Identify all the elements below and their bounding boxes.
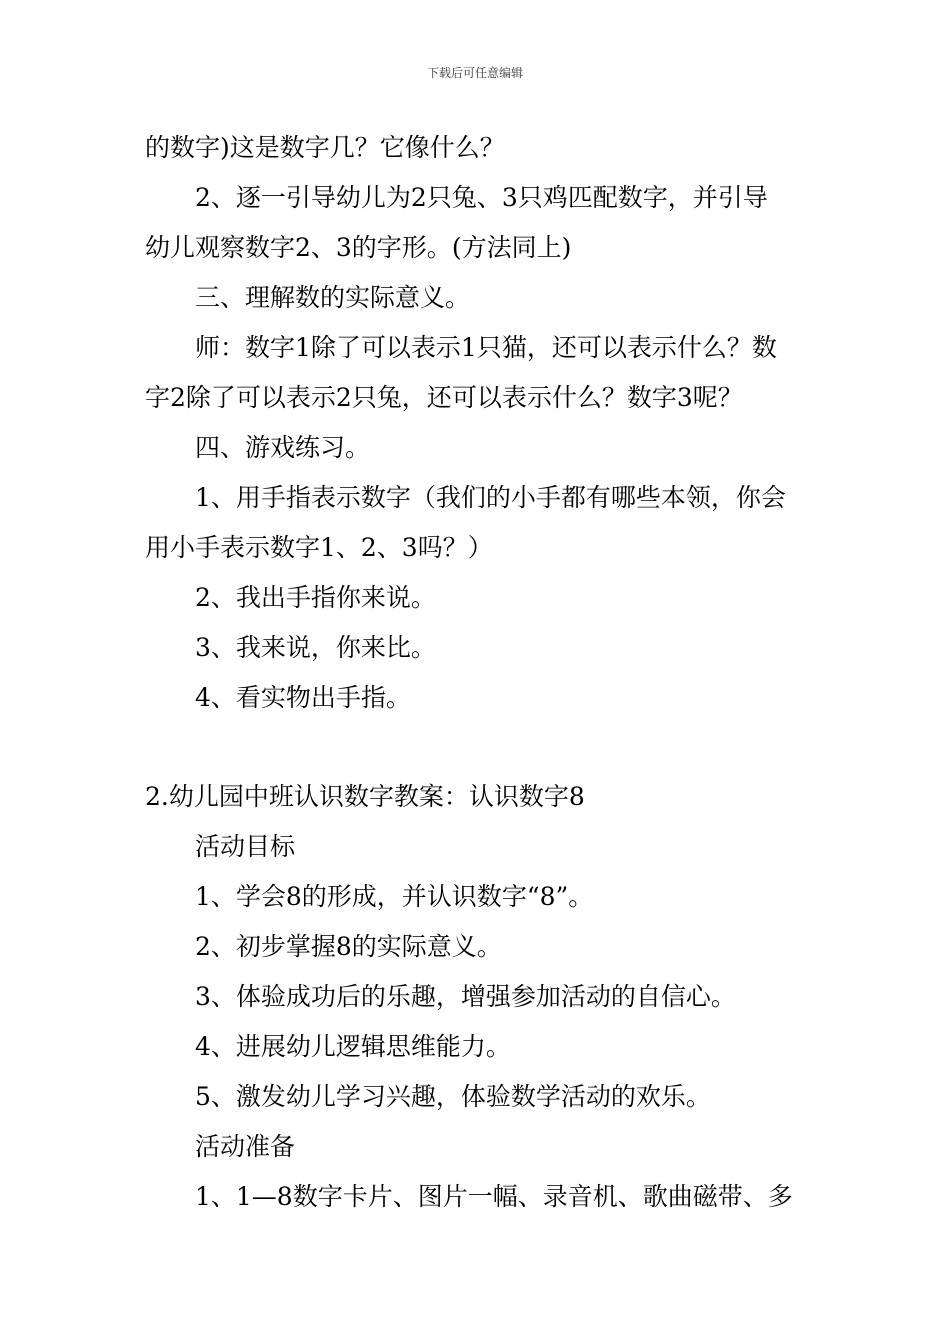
list-item: 1、1—8数字卡片、图片一幅、录音机、歌曲磁带、多 bbox=[195, 1182, 793, 1211]
list-item: 4、进展幼儿逻辑思维能力。 bbox=[195, 1032, 511, 1061]
text-line: 师：数字1除了可以表示1只猫，还可以表示什么？数 bbox=[195, 333, 777, 362]
section-heading: 四、游戏练习。 bbox=[195, 433, 371, 462]
section-heading: 活动目标 bbox=[195, 832, 296, 861]
section-heading: 活动准备 bbox=[195, 1132, 296, 1161]
text-line: 用小手表示数字1、2、3吗？） bbox=[145, 533, 493, 562]
list-item: 5、激发幼儿学习兴趣，体验数学活动的欢乐。 bbox=[195, 1082, 711, 1111]
page-header: 下载后可任意编辑 bbox=[426, 66, 523, 80]
list-item: 3、体验成功后的乐趣，增强参加活动的自信心。 bbox=[195, 982, 736, 1011]
text-line: 幼儿观察数字2、3的字形。(方法同上) bbox=[145, 233, 572, 262]
text-line: 2、逐一引导幼儿为2只兔、3只鸡匹配数字，并引导 bbox=[195, 183, 768, 212]
list-item: 2、我出手指你来说。 bbox=[195, 583, 436, 612]
document-title: 2.幼儿园中班认识数字教案：认识数字8 bbox=[145, 782, 585, 811]
list-item: 3、我来说，你来比。 bbox=[195, 633, 436, 662]
list-item: 1、学会8的形成，并认识数字“8”。 bbox=[195, 882, 594, 911]
text-line: 的数字)这是数字几？它像什么？ bbox=[145, 133, 505, 162]
text-line: 1、用手指表示数字（我们的小手都有哪些本领，你会 bbox=[195, 483, 786, 512]
list-item: 4、看实物出手指。 bbox=[195, 683, 411, 712]
section-heading: 三、理解数的实际意义。 bbox=[195, 283, 471, 312]
list-item: 2、初步掌握8的实际意义。 bbox=[195, 932, 502, 961]
text-line: 字2除了可以表示2只兔，还可以表示什么？数字3呢？ bbox=[145, 383, 743, 412]
